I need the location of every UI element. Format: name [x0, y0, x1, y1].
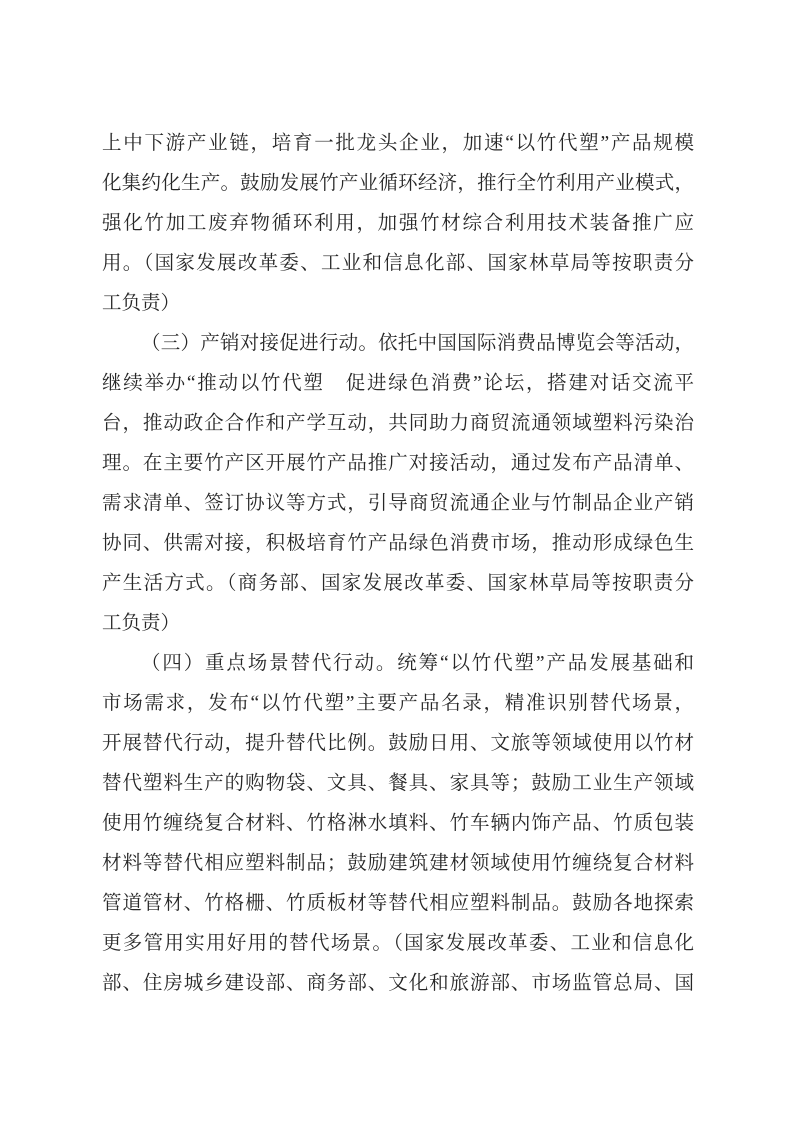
- text-line: 需求清单、签订协议等方式，引导商贸流通企业与竹制品企业产销: [102, 493, 694, 514]
- text-line: 继续举办“推动以竹代塑 促进绿色消费”论坛，搭建对话交流平: [102, 373, 694, 394]
- text-line: 化集约化生产。鼓励发展竹产业循环经济，推行全竹利用产业模式，: [102, 173, 694, 194]
- text-line-section-4-heading: （四）重点场景替代行动。统筹“以竹代塑”产品发展基础和: [141, 653, 694, 674]
- text-line: 用。（国家发展改革委、工业和信息化部、国家林草局等按职责分: [102, 253, 694, 274]
- text-line: 工负责）: [102, 613, 181, 634]
- text-line: 部、住房城乡建设部、商务部、文化和旅游部、市场监管总局、国: [102, 973, 694, 994]
- text-line: 开展替代行动，提升替代比例。鼓励日用、文旅等领域使用以竹材: [102, 733, 694, 754]
- text-line: 台，推动政企合作和产学互动，共同助力商贸流通领域塑料污染治: [102, 413, 694, 434]
- text-line: 使用竹缠绕复合材料、竹格淋水填料、竹车辆内饰产品、竹质包装: [102, 813, 694, 834]
- document-text-block: [102, 124, 694, 1004]
- text-line: 上中下游产业链，培育一批龙头企业，加速“以竹代塑”产品规模: [102, 133, 694, 154]
- text-line: 材料等替代相应塑料制品；鼓励建筑建材领域使用竹缠绕复合材料: [102, 853, 694, 874]
- text-line: 更多管用实用好用的替代场景。（国家发展改革委、工业和信息化: [102, 933, 694, 954]
- text-line: 强化竹加工废弃物循环利用，加强竹材综合利用技术装备推广应: [102, 213, 694, 234]
- text-line: 产生活方式。（商务部、国家发展改革委、国家林草局等按职责分: [102, 573, 694, 594]
- text-line: 替代塑料生产的购物袋、文具、餐具、家具等；鼓励工业生产领域: [102, 773, 694, 794]
- text-line: 管道管材、竹格栅、竹质板材等替代相应塑料制品。鼓励各地探索: [102, 893, 694, 914]
- text-line: 工负责）: [102, 293, 181, 314]
- text-line: 理。在主要竹产区开展竹产品推广对接活动，通过发布产品清单、: [102, 453, 694, 474]
- text-line: 市场需求，发布“以竹代塑”主要产品名录，精准识别替代场景，: [102, 693, 694, 714]
- text-line-section-3-heading: （三）产销对接促进行动。依托中国国际消费品博览会等活动，: [141, 333, 694, 354]
- text-line: 协同、供需对接，积极培育竹产品绿色消费市场，推动形成绿色生: [102, 533, 694, 554]
